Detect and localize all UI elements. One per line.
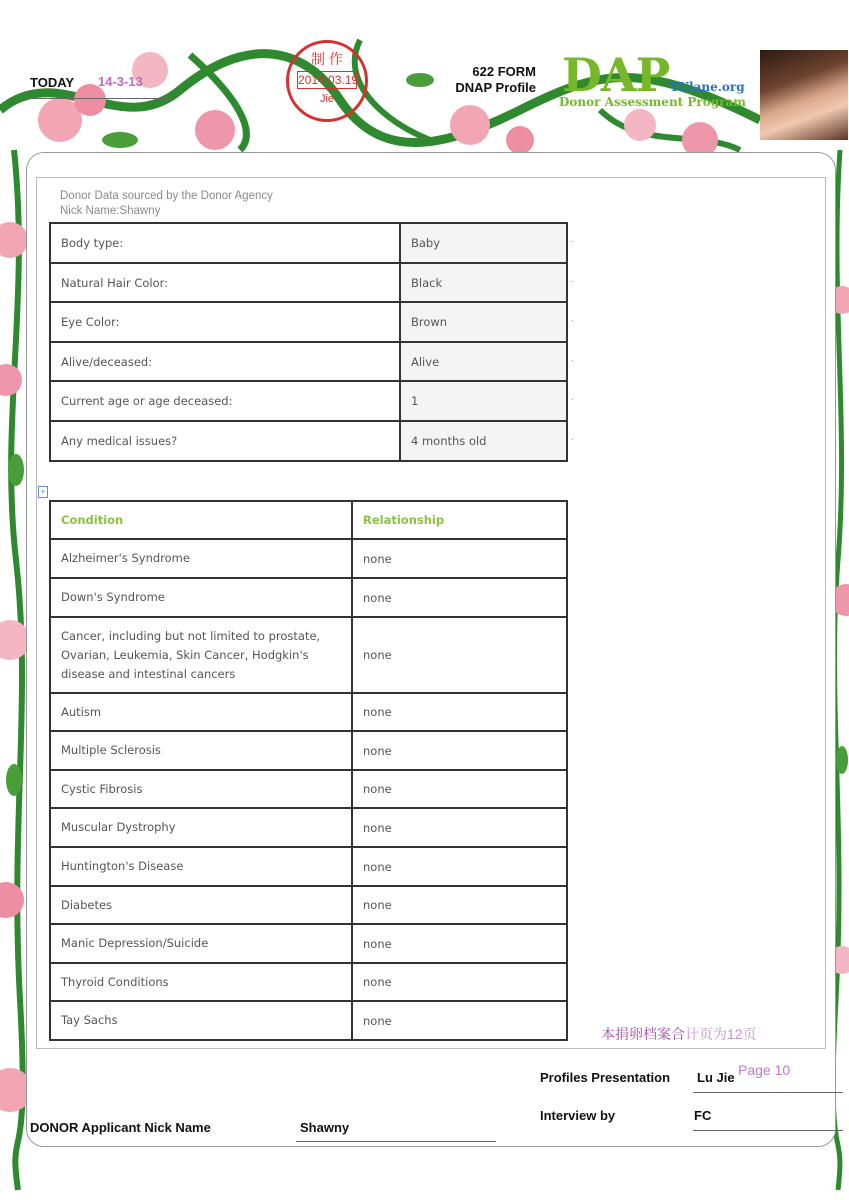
condition-relationship: none [352,808,567,847]
today-date: 14-3-13 [98,74,143,89]
condition-name: Muscular Dystrophy [50,808,352,847]
condition-row [50,808,567,847]
page-number: Page 10 [738,1062,791,1078]
basic-info-label: Any medical issues? [50,421,400,461]
condition-relationship: none [352,578,567,617]
condition-name: Cystic Fibrosis [50,770,352,808]
condition-row [50,578,567,617]
cell-end-mark: · [571,315,574,325]
condition-row [50,617,567,693]
basic-info-value: 4 months old [400,421,567,461]
condition-row [50,731,567,770]
basic-info-row [50,342,567,381]
condition-relationship: none [352,731,567,770]
basic-info-row [50,302,567,342]
table-anchor-icon: + [38,486,48,498]
logo-subtitle: Donor Assessment Program [559,95,746,109]
basic-info-label: Alive/deceased: [50,342,400,381]
condition-row [50,770,567,808]
page-count-note-rest: 计页为12页 [685,1026,757,1042]
basic-info-value: Black [400,263,567,302]
form-title [410,64,536,96]
page-count-note-main: 本捐卵档案合 [601,1026,685,1042]
basic-info-row [50,381,567,421]
condition-name: Huntington's Disease [50,847,352,886]
condition-relationship: none [352,539,567,578]
condition-name: Down's Syndrome [50,578,352,617]
basic-info-value: 1 [400,381,567,421]
condition-relationship: none [352,924,567,963]
condition-relationship: none [352,693,567,731]
conditions-table [49,500,568,1041]
condition-relationship: none [352,963,567,1001]
logo-site: YUlane.org [670,80,745,94]
profiles-presentation-label: Profiles Presentation [540,1070,671,1085]
today-underline [30,98,170,99]
condition-row [50,1001,567,1040]
condition-relationship: none [352,847,567,886]
condition-name: Diabetes [50,886,352,924]
cell-end-mark: · [571,236,574,246]
basic-info-label: Eye Color: [50,302,400,342]
condition-header: Condition [50,501,352,539]
basic-info-value: Alive [400,342,567,381]
red-seal-stamp [286,40,368,122]
relationship-header: Relationship [352,501,567,539]
conditions-header-row [50,501,567,539]
interview-underline [693,1130,843,1131]
condition-row [50,847,567,886]
basic-info-row [50,223,567,263]
condition-row [50,924,567,963]
stamp-date: 2014.03.19 [298,73,359,87]
basic-info-label: Body type: [50,223,400,263]
cell-end-mark: · [571,434,574,444]
condition-relationship: none [352,886,567,924]
donor-underline [296,1141,496,1142]
basic-info-value: Brown [400,302,567,342]
condition-relationship: none [352,617,567,693]
condition-row [50,693,567,731]
condition-row [50,963,567,1001]
stamp-line-1: 制 作 [311,51,343,67]
basic-info-label: Natural Hair Color: [50,263,400,302]
condition-name: Autism [50,693,352,731]
cell-end-mark: · [571,394,574,404]
donor-nick-value: Shawny [300,1120,350,1135]
condition-name: Multiple Sclerosis [50,731,352,770]
page-count-note [601,1024,757,1044]
condition-name: Alzheimer's Syndrome [50,539,352,578]
basic-info-value: Baby [400,223,567,263]
profiles-presentation-value: Lu Jie [697,1070,735,1085]
basic-info-row [50,263,567,302]
source-note: Donor Data sourced by the Donor Agency [60,190,273,202]
stamp-name: Jie [319,93,335,105]
condition-relationship: none [352,1001,567,1040]
form-subtitle: DNAP Profile [455,80,536,95]
today-label: TODAY [30,75,75,90]
cell-end-mark: · [571,355,574,365]
basic-info-label: Current age or age deceased: [50,381,400,421]
dap-logo: DAP [562,48,670,102]
cell-end-mark: · [571,276,574,286]
donor-nick-label: DONOR Applicant Nick Name [30,1120,211,1135]
donor-photo [760,50,848,140]
condition-relationship: none [352,770,567,808]
condition-name: Manic Depression/Suicide [50,924,352,963]
form-number: 622 FORM [472,64,536,79]
condition-row [50,886,567,924]
profiles-underline [693,1092,843,1093]
condition-name: Thyroid Conditions [50,963,352,1001]
basic-info-table [49,222,568,462]
basic-info-row [50,421,567,461]
condition-name: Tay Sachs [50,1001,352,1040]
condition-name: Cancer, including but not limited to prostate, Ovarian, Leukemia, Skin Cancer, Hodgkin's disease and intestinal cancers [50,617,352,693]
nick-name-line: Nick Name:Shawny [60,205,161,217]
interview-value: FC [694,1108,712,1123]
interview-label: Interview by [540,1108,616,1123]
condition-row [50,539,567,578]
